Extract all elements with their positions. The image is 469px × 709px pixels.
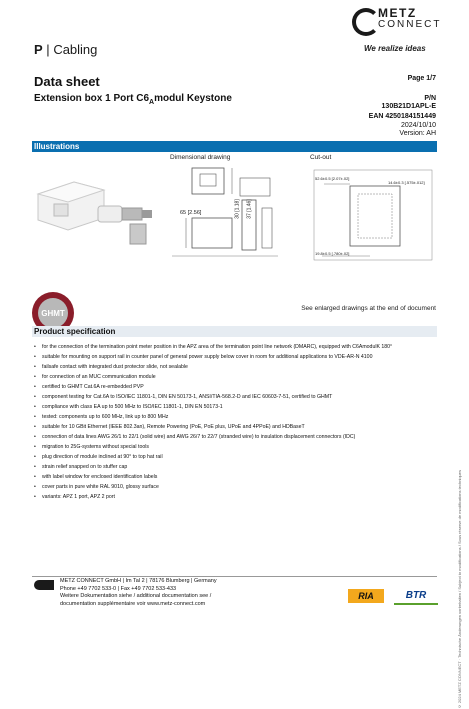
spec-item: • with label window for enclosed identification labels <box>34 474 434 481</box>
spec-item: • suitable for 10 GBit Ethernet (IEEE 802.3an), Remote Powering (PoE, PoE plus, UPoE and 4PPoE) and HDBaseT <box>34 424 434 431</box>
page-number: Page 1/7 <box>407 75 436 82</box>
spec-item: • for connection of an MUC communication module <box>34 374 434 381</box>
spec-item: • strain relief snapped on to stuffer cap <box>34 464 434 471</box>
dim-37: 37 [1.46] <box>246 199 253 219</box>
spec-item: • cover parts in pure white RAL 9010, glossy surface <box>34 484 434 491</box>
logo-metz-text: METZ <box>378 6 417 20</box>
spec-item: • failsafe contact with integrated dust protector slide, not sealable <box>34 364 434 371</box>
btr-logo: BTR <box>394 589 438 605</box>
spec-item: • migration to 25G-systems without special tools <box>34 444 434 451</box>
spec-item: • tested: components up to 600 MHz, link up to 800 MHz <box>34 414 434 421</box>
brand-letter: P <box>34 42 43 57</box>
cut-dim-1: 52.6±0.5 [2.07±.02] <box>315 176 350 181</box>
cutout-label: Cut-out <box>310 154 332 161</box>
footer-website-link[interactable]: documentation supplémentaire voir www.metz-connect.com <box>60 600 206 607</box>
document-title: Data sheet <box>34 74 100 89</box>
spec-item: • certified to GHMT Cat.6A re-embedded PVP <box>34 384 434 391</box>
spec-item: • component testing for Cat.6A to ISO/IEC 11801-1, DIN EN 50173-1, ANSI/TIA-568.2-D and IEC 60603-7-51, certified to GHMT <box>34 394 434 401</box>
logo-connect-text: CONNECT <box>378 19 442 30</box>
brand-line <box>34 42 97 57</box>
enlarged-drawings-note: See enlarged drawings at the end of document <box>301 305 436 312</box>
spec-item: • connection of data lines AWG 26/1 to 22/1 (solid wire) and AWG 26/7 to 22/7 (stranded wire) to insulation displacement connectors (IDC) <box>34 434 434 441</box>
footer-divider <box>32 576 437 577</box>
product-photo <box>34 168 160 250</box>
version: Version: AH <box>399 130 436 137</box>
cut-dim-2: 14.6±0.3 [.575±.012] <box>388 180 425 185</box>
illustrations-header: Illustrations <box>32 141 437 152</box>
metz-connect-logo-icon <box>352 8 380 36</box>
dimensional-drawing-label: Dimensional drawing <box>170 154 231 161</box>
brand-name: Cabling <box>53 42 98 57</box>
date: 2024/10/10 <box>400 122 436 129</box>
spec-item: • variants: APZ 1 port, APZ 2 port <box>34 494 434 501</box>
footer-logo-icon <box>34 580 54 590</box>
document-subtitle: Extension box 1 Port $C6_Amodul$ Keystone <box>34 93 232 106</box>
dim-30: 30 [1.18] <box>234 199 241 219</box>
ria-logo: RIA <box>348 589 384 603</box>
tagline: We realize ideas <box>364 44 426 53</box>
pn-label: P/N <box>424 95 436 102</box>
dim-65: 65 [2.56] <box>180 210 202 216</box>
footer-address: METZ CONNECT GmbH | Im Tal 2 | 78176 Blumberg | Germany Phone +49 7702 533-0 | Fax +49 7702 533-433 Weitere Dokumentation siehe / additional documentation see / documentation supplémentaire voir www.metz-connect.com <box>60 578 217 607</box>
product-spec-header: Product specification <box>32 326 437 337</box>
spec-item: • compliance with class EA up to 500 MHz to ISO/IEC 11801-1, DIN EN 50173-1 <box>34 404 434 411</box>
cut-dim-3: 19.8±0.5 [.780±.02] <box>315 251 350 256</box>
brand-separator: | <box>46 42 50 57</box>
svg-text:GHMT: GHMT <box>41 309 65 318</box>
side-disclaimer: © 2024 METZ CONNECT · Technische Änderungen vorbehalten / Subject to modifications / Sous réserve de modifications techniques <box>457 470 462 709</box>
spec-list <box>34 344 434 504</box>
spec-item: • for the connection of the termination point meter position in the APZ area of the termination point line network (DMARC), equipped with C6AmodulK 180° <box>34 344 434 351</box>
part-number: 130B21D1APL-E <box>381 103 436 110</box>
spec-item: • plug direction of module inclined at 90° to top hat rail <box>34 454 434 461</box>
ean: EAN 4250184151449 <box>368 113 436 120</box>
spec-item: • suitable for mounting on support rail in counter panel of general power supply below cover in room for additional applications to VDE-AR-N 4100 <box>34 354 434 361</box>
